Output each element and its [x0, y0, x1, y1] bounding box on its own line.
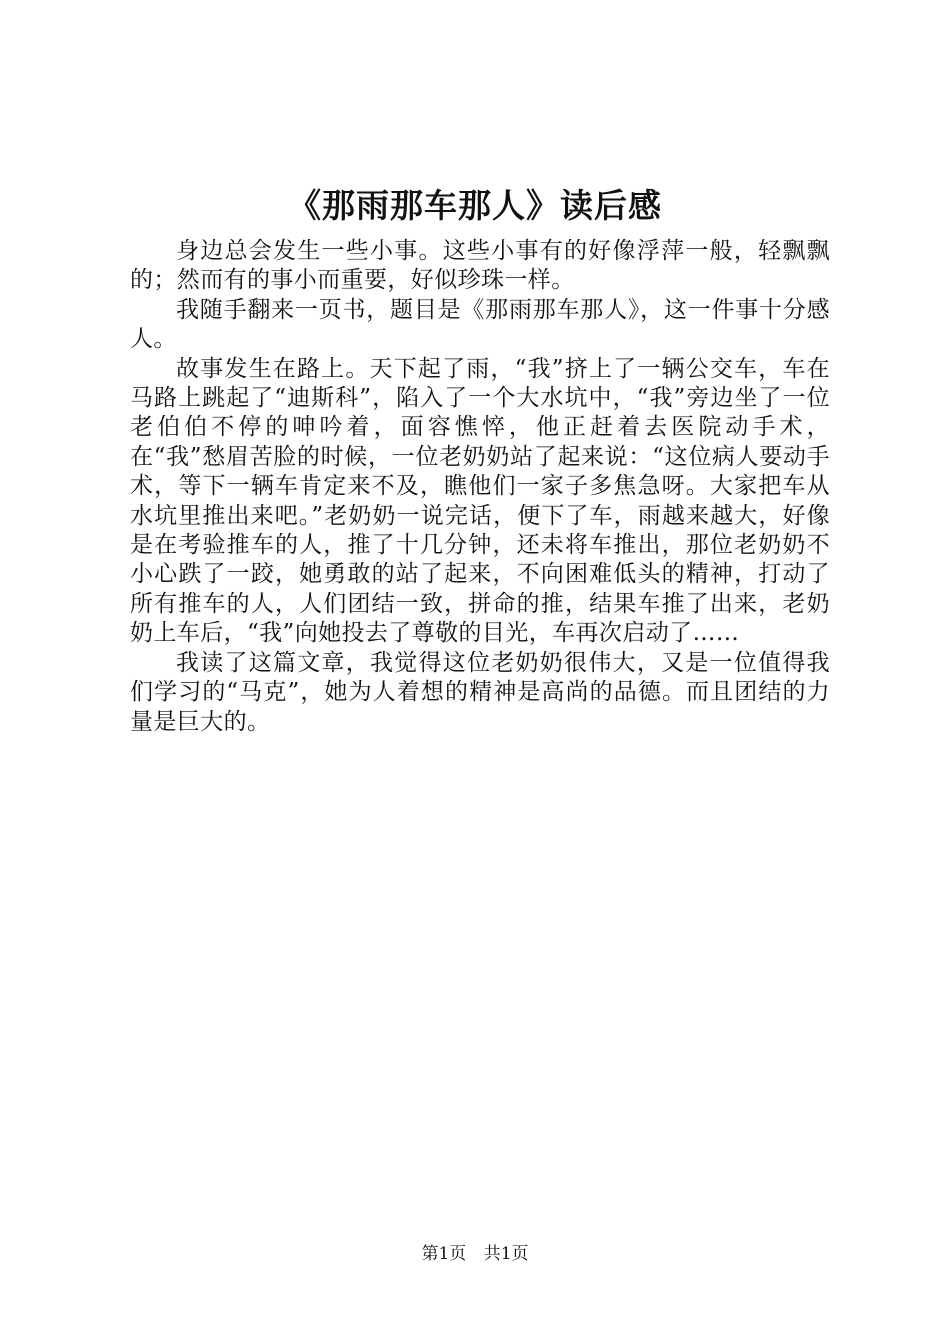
paragraph-3: 故事发生在路上。天下起了雨，“我”挤上了一辆公交车，车在马路上跳起了“迪斯科”，陷入了一个大水坑中，“我”旁边坐了一位老伯伯不停的呻吟着，面容憔悴，他正赶着去医院动手术，在“我”愁眉苦脸的时候，一位老奶奶站了起来说：“这位病人要动手术，等下一辆车肯定来不及，瞧他们一家子多焦急呀。大家把车从水坑里推出来吧。”老奶奶一说完话，便下了车，雨越来越大，好像是在考验推车的人，推了十几分钟，还未将车推出，那位老奶奶不小心跌了一跤，她勇敢的站了起来，不向困难低头的精神，打动了所有推车的人，人们团结一致，拼命的推，结果车推了出来，老奶奶上车后，“我”向她投去了尊敬的目光，车再次启动了……	[130, 355, 830, 647]
document-title: 《那雨那车那人》读后感	[288, 186, 662, 225]
paragraph-2: 我随手翻来一页书，题目是《那雨那车那人》，这一件事十分感人。	[130, 296, 830, 353]
page-footer	[0, 1242, 950, 1266]
paragraph-4: 我读了这篇文章，我觉得这位老奶奶很伟大，又是一位值得我们学习的“马克”，她为人着想的精神是高尚的品德。而且团结的力量是巨大的。	[130, 649, 830, 735]
paragraph-1: 身边总会发生一些小事。这些小事有的好像浮萍一般，轻飘飘的；然而有的事小而重要，好似珍珠一样。	[130, 238, 830, 294]
page-total: 共1页	[483, 1244, 529, 1264]
page-number: 第1页	[421, 1244, 467, 1264]
document-body	[130, 237, 830, 737]
